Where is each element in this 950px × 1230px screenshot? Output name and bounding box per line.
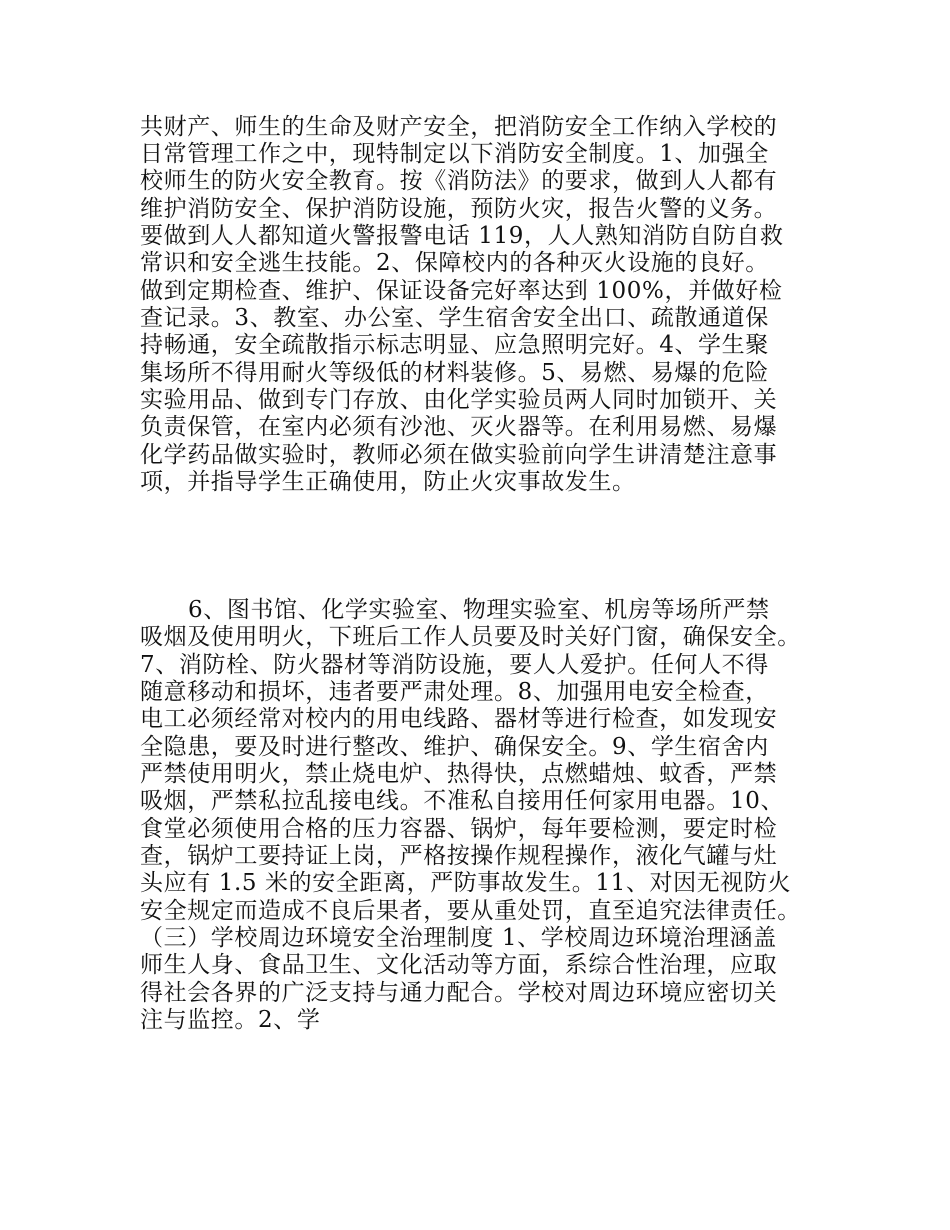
text-line: （三）学校周边环境安全治理制度 1、学校周边环境治理涵盖: [140, 925, 777, 951]
text-line: 查，锅炉工要持证上岗，严格按操作规程操作，液化气罐与灶: [140, 843, 778, 869]
text-line: 要做到人人都知道火警报警电话 119，人人熟知消防自防自救: [140, 223, 784, 249]
text-line: 全隐患，要及时进行整改、维护、确保安全。9、学生宿舍内: [140, 734, 769, 760]
text-line: 查记录。3、教室、办公室、学生宿舍安全出口、疏散通道保: [140, 305, 769, 331]
text-line: 随意移动和损坏，违者要严肃处理。8、加强用电安全检查，: [140, 679, 769, 705]
text-line: 共财产、师生的生命及财产安全，把消防安全工作纳入学校的: [140, 114, 778, 140]
text-line: 严禁使用明火，禁止烧电炉、热得快，点燃蜡烛、蚊香，严禁: [140, 761, 778, 787]
text-line: 做到定期检查、维护、保证设备完好率达到 100%，并做好检: [140, 278, 783, 304]
text-line: 电工必须经常对校内的用电线路、器材等进行检查，如发现安: [140, 706, 778, 732]
text-line: 实验用品、做到专门存放、由化学实验员两人同时加锁开、关: [140, 387, 778, 413]
text-line: 日常管理工作之中，现特制定以下消防安全制度。1、加强全: [140, 141, 769, 167]
text-line: 7、消防栓、防火器材等消防设施，要人人爱护。任何人不得: [140, 652, 769, 678]
text-line: 负责保管，在室内必须有沙池、灭火器等。在利用易燃、易爆: [140, 414, 778, 440]
text-line: 吸烟及使用明火，下班后工作人员要及时关好门窗，确保安全。: [140, 624, 801, 650]
text-line: 持畅通，安全疏散指示标志明显、应急照明完好。4、学生聚: [140, 332, 769, 358]
text-line: 食堂必须使用合格的压力容器、锅炉，每年要检测，要定时检: [140, 816, 778, 842]
text-line: 注与监控。2、学: [140, 1007, 321, 1033]
text-line: 师生人身、食品卫生、文化活动等方面，系综合性治理，应取: [140, 952, 778, 978]
text-line: 安全规定而造成不良后果者，要从重处罚，直至追究法律责任。: [140, 898, 801, 924]
text-line: 化学药品做实验时，教师必须在做实验前向学生讲清楚注意事: [140, 442, 778, 468]
text-line: 头应有 1.5 米的安全距离，严防事故发生。11、对因无视防火: [140, 870, 792, 896]
text-line: 校师生的防火安全教育。按《消防法》的要求，做到人人都有: [140, 168, 778, 194]
text-line: 常识和安全逃生技能。2、保障校内的各种灭火设施的良好。: [140, 250, 769, 276]
text-line: 吸烟，严禁私拉乱接电线。不准私自接用任何家用电器。10、: [140, 788, 785, 814]
text-line: 项，并指导学生正确使用，防止火灾事故发生。: [140, 469, 636, 495]
text-line: 得社会各界的广泛支持与通力配合。学校对周边环境应密切关: [140, 980, 778, 1006]
text-line: 集场所不得用耐火等级低的材料装修。5、易燃、易爆的危险: [140, 360, 769, 386]
text-line: 维护消防安全、保护消防设施，预防火灾，报告火警的义务。: [140, 196, 778, 222]
text-line-indented: 6、图书馆、化学实验室、物理实验室、机房等场所严禁: [188, 597, 770, 623]
